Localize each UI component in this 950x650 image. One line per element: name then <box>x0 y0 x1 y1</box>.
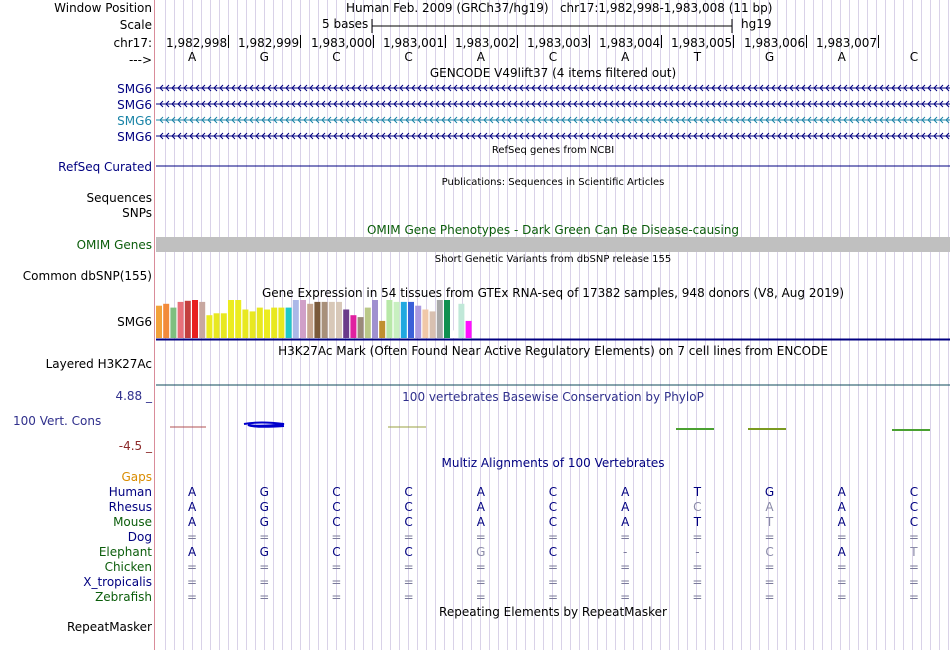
reference-base: C <box>909 50 919 64</box>
multiz-title[interactable]: Multiz Alignments of 100 Vertebrates <box>441 456 665 470</box>
gtex-tissue-bar <box>156 306 162 338</box>
alignment-base: = <box>475 575 486 589</box>
alignment-base: = <box>908 530 919 544</box>
alignment-base: - <box>695 545 700 559</box>
alignment-base: = <box>692 575 703 589</box>
reference-base: A <box>837 50 846 64</box>
alignment-base: A <box>837 500 846 514</box>
alignment-base: A <box>765 500 774 514</box>
repeatmasker-label[interactable]: RepeatMasker <box>66 620 152 634</box>
gencode-transcripts[interactable] <box>156 81 950 145</box>
alignment-base: = <box>836 590 847 604</box>
alignment-base: A <box>476 500 485 514</box>
coord-label: 1,983,004 <box>599 36 661 50</box>
alignment-base: A <box>837 485 846 499</box>
gtex-tissue-bar <box>358 317 364 338</box>
omim-title[interactable]: OMIM Gene Phenotypes - Dark Green Can Be Disease-causing <box>366 223 740 237</box>
alignment-base: = <box>908 560 919 574</box>
alignment-base: C <box>332 485 341 499</box>
alignment-base: = <box>908 575 919 589</box>
coord-tick <box>878 35 879 48</box>
coord-label: 1,983,006 <box>744 36 806 50</box>
gtex-tissue-bar <box>444 300 450 338</box>
alignment-base: = <box>764 560 775 574</box>
snps-label[interactable]: SNPs <box>122 206 152 220</box>
alignment-base: = <box>403 530 414 544</box>
alignment-base: = <box>331 530 342 544</box>
coord-label: 1,983,001 <box>383 36 445 50</box>
gtex-tissue-bar <box>386 300 392 338</box>
gtex-tissue-bar <box>185 301 191 338</box>
gtex-tissue-bar <box>206 315 212 338</box>
refseq-label[interactable]: RefSeq Curated <box>58 160 152 174</box>
alignment-base: = <box>620 590 631 604</box>
coord-label: 1,983,005 <box>671 36 733 50</box>
gtex-label[interactable]: SMG6 <box>117 315 152 329</box>
alignment-base: C <box>548 500 558 514</box>
gtex-tissue-bar <box>466 321 472 338</box>
alignment-base: = <box>259 530 270 544</box>
species-label[interactable]: Human <box>108 485 152 499</box>
gtex-tissue-bar <box>329 302 335 338</box>
reference-base: G <box>259 50 269 64</box>
gtex-tissue-bar <box>293 300 299 338</box>
gtex-tissue-bar <box>422 310 428 339</box>
alignment-base: = <box>836 575 847 589</box>
gtex-tissue-bar <box>300 300 306 338</box>
coord-label: 1,982,998 <box>166 36 228 50</box>
alignment-base: = <box>187 530 198 544</box>
alignment-base: G <box>476 545 486 559</box>
h3k27ac-line[interactable] <box>156 384 950 387</box>
phylop-label[interactable]: 100 Vert. Cons <box>13 414 102 428</box>
gencode-item-label[interactable]: SMG6 <box>117 114 152 128</box>
alignment-base: C <box>765 545 774 559</box>
species-label[interactable]: Rhesus <box>108 500 152 514</box>
alignment-base: C <box>404 485 413 499</box>
scale-label: Scale <box>119 18 152 32</box>
gtex-tissue-bar <box>394 302 400 338</box>
reference-base: A <box>621 50 630 64</box>
publications-title[interactable]: Publications: Sequences in Scientific Articles <box>441 177 665 188</box>
species-label[interactable]: Mouse <box>113 515 152 529</box>
gtex-tissue-bar <box>372 300 378 338</box>
gtex-tissue-bar <box>163 304 169 338</box>
gencode-title[interactable]: GENCODE V49lift37 (4 items filtered out) <box>429 66 677 80</box>
alignment-base: = <box>259 560 270 574</box>
reference-base: C <box>548 50 558 64</box>
alignment-base: C <box>693 500 702 514</box>
scale-bar <box>370 16 736 36</box>
alignment-base: = <box>259 575 270 589</box>
alignment-base: = <box>403 575 414 589</box>
scale-text: 5 bases <box>322 17 369 31</box>
gtex-tissue-bar <box>221 313 227 338</box>
gaps-label[interactable]: Gaps <box>121 470 152 484</box>
repeatmasker-title[interactable]: Repeating Elements by RepeatMasker <box>439 605 667 619</box>
alignment-base: T <box>910 545 918 559</box>
gtex-tissue-bar <box>264 310 270 339</box>
alignment-base: = <box>547 530 559 544</box>
gencode-item-label[interactable]: SMG6 <box>117 130 152 144</box>
refseq-title[interactable]: RefSeq genes from NCBI <box>491 145 615 156</box>
alignment-base: G <box>259 485 269 499</box>
coord-tick <box>373 35 374 48</box>
alignment-base: = <box>692 560 703 574</box>
reference-base: T <box>693 50 702 64</box>
alignment-base: = <box>403 590 414 604</box>
alignment-base: = <box>331 590 342 604</box>
species-label[interactable]: X_tropicalis <box>83 575 152 589</box>
alignment-base: C <box>404 515 413 529</box>
gencode-item-label[interactable]: SMG6 <box>117 82 152 96</box>
coord-tick <box>228 35 229 48</box>
gtex-title[interactable]: Gene Expression in 54 tissues from GTEx RNA-seq of 17382 samples, 948 donors (V8, Aug 2019) <box>261 286 845 300</box>
alignment-base: C <box>332 500 341 514</box>
alignment-base: = <box>620 530 631 544</box>
coord-label: 1,983,002 <box>455 36 517 50</box>
alignment-base: C <box>909 485 919 499</box>
gtex-tissue-bar <box>458 304 464 338</box>
gtex-tissue-bar <box>322 302 328 338</box>
alignment-base: = <box>836 560 847 574</box>
gtex-tissue-bar <box>228 300 234 338</box>
assembly-label: hg19 <box>741 17 772 31</box>
alignment-base: = <box>187 590 198 604</box>
alignment-base: G <box>259 515 269 529</box>
gtex-tissue-bar <box>430 311 436 338</box>
alignment-base: = <box>475 560 486 574</box>
sequences-label[interactable]: Sequences <box>86 191 152 205</box>
gtex-tissue-bar <box>250 311 256 338</box>
coord-tick <box>733 35 734 48</box>
alignment-base: A <box>187 545 197 559</box>
alignment-base: T <box>693 485 702 499</box>
gtex-tissue-bar <box>192 300 198 338</box>
alignment-base: A <box>187 485 197 499</box>
alignment-base: T <box>693 515 702 529</box>
gencode-transcript-line <box>156 117 950 123</box>
coord-tick <box>806 35 807 48</box>
phylop-plot[interactable] <box>156 418 950 438</box>
reference-base: G <box>764 50 775 64</box>
alignment-base: = <box>475 530 486 544</box>
alignment-base: C <box>404 500 413 514</box>
omim-bar[interactable] <box>156 237 950 252</box>
alignment-base: = <box>764 575 775 589</box>
alignment-base: = <box>547 590 559 604</box>
strand-label: ---> <box>128 53 152 67</box>
gencode-transcript-line <box>156 101 950 107</box>
alignment-base: = <box>187 560 198 574</box>
chr-label: chr17: <box>113 36 152 50</box>
alignment-base: C <box>548 545 558 559</box>
gtex-tissue-bar <box>336 302 342 338</box>
alignment-base: = <box>331 575 342 589</box>
alignment-base: A <box>187 515 197 529</box>
alignment-base: = <box>547 560 559 574</box>
alignment-base: = <box>403 560 414 574</box>
alignment-base: C <box>548 485 558 499</box>
phylop-ymin: -4.5 _ <box>118 439 152 453</box>
alignment-base: A <box>621 485 630 499</box>
gtex-tissue-bar <box>415 306 421 338</box>
gtex-tissue-bar <box>199 302 205 338</box>
alignment-base: = <box>692 590 703 604</box>
alignment-base: = <box>620 575 631 589</box>
gtex-tissue-bar <box>178 302 184 338</box>
gtex-tissue-bar <box>343 310 349 339</box>
coord-tick <box>661 35 662 48</box>
alignment-base: C <box>548 515 558 529</box>
alignment-base: = <box>187 575 198 589</box>
species-label[interactable]: Elephant <box>98 545 152 559</box>
alignment-base: T <box>765 515 774 529</box>
alignment-base: A <box>476 485 485 499</box>
gencode-transcript-line <box>156 133 950 139</box>
species-label[interactable]: Chicken <box>104 560 152 574</box>
alignment-base: C <box>909 500 919 514</box>
window-position-label: Window Position <box>54 1 152 15</box>
gtex-tissue-bar <box>408 302 414 338</box>
dbsnp-label[interactable]: Common dbSNP(155) <box>22 269 152 283</box>
reference-base: C <box>404 50 413 64</box>
phylop-title[interactable]: 100 vertebrates Basewise Conservation by PhyloP <box>402 390 704 404</box>
h3k27ac-title[interactable]: H3K27Ac Mark (Often Found Near Active Regulatory Elements) on 7 cell lines from ENCODE <box>278 344 828 358</box>
refseq-line[interactable] <box>156 165 950 168</box>
gtex-tissue-bar <box>257 308 263 338</box>
alignment-base: A <box>187 500 197 514</box>
gtex-tissue-bar <box>365 308 371 338</box>
gtex-tissue-bar <box>401 302 407 338</box>
alignment-base: C <box>332 545 341 559</box>
gtex-tissue-bar <box>278 308 284 338</box>
alignment-base: = <box>764 530 775 544</box>
alignment-base: = <box>475 590 486 604</box>
gtex-tissue-bar <box>350 315 356 338</box>
gencode-item-label[interactable]: SMG6 <box>117 98 152 112</box>
position-title[interactable]: Human Feb. 2009 (GRCh37/hg19) chr17:1,982,998-1,983,008 (11 bp) <box>346 1 773 15</box>
gtex-tissue-bar <box>170 308 176 338</box>
reference-base: C <box>332 50 341 64</box>
coord-tick <box>445 35 446 48</box>
h3k27ac-label[interactable]: Layered H3K27Ac <box>45 357 152 371</box>
phylop-mark-2 <box>244 423 284 427</box>
alignment-base: G <box>259 500 269 514</box>
gtex-tissue-bar <box>451 330 457 338</box>
gtex-tissue-bar <box>307 304 313 338</box>
alignment-base: A <box>837 515 846 529</box>
gtex-tissue-bar <box>314 302 320 338</box>
alignment-base: = <box>692 530 703 544</box>
alignment-base: C <box>332 515 341 529</box>
alignment-base: G <box>764 485 775 499</box>
alignment-base: A <box>621 500 630 514</box>
alignment-base: = <box>331 560 342 574</box>
reference-base: A <box>187 50 197 64</box>
alignment-base: A <box>837 545 846 559</box>
dbsnp-title[interactable]: Short Genetic Variants from dbSNP release 155 <box>434 254 672 265</box>
omim-label[interactable]: OMIM Genes <box>76 238 152 252</box>
gtex-tissue-bar <box>379 321 385 338</box>
coord-tick <box>589 35 590 48</box>
alignment-base: G <box>259 545 269 559</box>
alignment-base: = <box>259 590 270 604</box>
coord-tick <box>517 35 518 48</box>
coord-tick <box>300 35 301 48</box>
alignment-base: = <box>908 590 919 604</box>
alignment-base: = <box>547 575 559 589</box>
coord-label: 1,983,003 <box>527 36 589 50</box>
species-label[interactable]: Dog <box>127 530 152 544</box>
gtex-tissue-bar <box>286 308 292 338</box>
alignment-base: = <box>764 590 775 604</box>
gtex-tissue-bar <box>242 310 248 339</box>
alignment-base: = <box>620 560 631 574</box>
reference-base: A <box>476 50 485 64</box>
coord-label: 1,983,000 <box>311 36 373 50</box>
alignment-base: C <box>909 515 919 529</box>
alignment-base: - <box>623 545 628 559</box>
gtex-bar-chart[interactable] <box>156 300 950 341</box>
species-label[interactable]: Zebrafish <box>95 590 152 604</box>
coord-label: 1,982,999 <box>238 36 300 50</box>
gencode-transcript-line <box>156 85 950 91</box>
gtex-tissue-bar <box>437 300 443 338</box>
alignment-base: A <box>476 515 485 529</box>
gtex-tissue-bar <box>271 308 277 338</box>
alignment-base: = <box>836 530 847 544</box>
alignment-base: C <box>404 545 413 559</box>
alignment-base: A <box>621 515 630 529</box>
coord-label: 1,983,007 <box>816 36 878 50</box>
gtex-tissue-bar <box>235 300 241 338</box>
gtex-tissue-bar <box>214 313 220 338</box>
phylop-ymax: 4.88 _ <box>115 389 152 403</box>
